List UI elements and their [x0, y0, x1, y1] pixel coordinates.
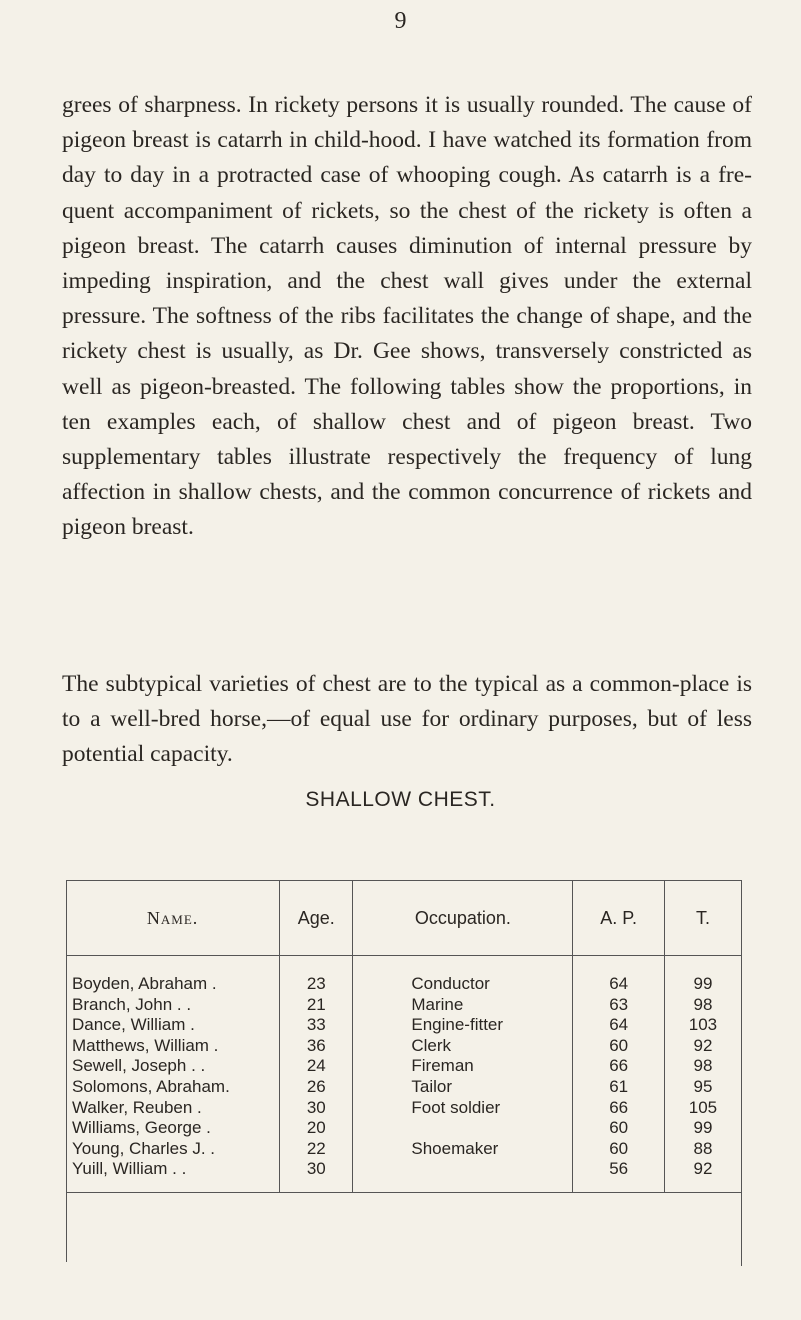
header-t: T. [664, 881, 741, 956]
body-paragraph-2: The subtypical varieties of chest are to the typical as a common-place is to a well-bred horse,—of equal use for ordinary purposes, but of less potential capacity. [62, 671, 752, 768]
table-right-rule [741, 880, 742, 1266]
cell-age: 22 [280, 1139, 353, 1160]
cell-name: Solomons, Abraham. [66, 1077, 280, 1098]
cell-ap: 66 [573, 1098, 664, 1119]
cell-occupation: Fireman [353, 1056, 573, 1077]
cell-name: Dance, William . [66, 1015, 280, 1036]
cell-t: 99 [693, 974, 713, 993]
header-name: Name. [66, 881, 280, 956]
cell-t: 98 [693, 1056, 713, 1076]
cell-t: 99 [693, 1118, 713, 1138]
table-row [66, 1015, 741, 1036]
table-row [66, 1159, 741, 1192]
cell-age: 33 [280, 1015, 353, 1036]
table-row [66, 1036, 741, 1057]
cell-ap: 60 [573, 1118, 664, 1139]
cell-age: 20 [280, 1118, 353, 1139]
cell-t: 98 [693, 994, 713, 1014]
cell-t: 103 [688, 1015, 718, 1035]
cell-ap: 61 [573, 1077, 664, 1098]
table-row [66, 1098, 741, 1119]
cell-name: Sewell, Joseph . . [66, 1056, 280, 1077]
table-row [66, 1118, 741, 1139]
cell-name: Walker, Reuben . [66, 1098, 280, 1119]
cell-ap: 60 [573, 1139, 664, 1160]
cell-occupation: Shoemaker [353, 1139, 573, 1160]
table-row [66, 1139, 741, 1160]
cell-ap: 60 [573, 1036, 664, 1057]
cell-occupation: Marine [353, 995, 573, 1016]
cell-ap: 63 [573, 995, 664, 1016]
cell-t: 95 [693, 1076, 713, 1096]
page-number: 9 [394, 8, 407, 34]
cell-occupation: Engine-fitter [353, 1015, 573, 1036]
cell-occupation: Clerk [353, 1036, 573, 1057]
cell-age: 30 [280, 1098, 353, 1119]
cell-age: 21 [280, 995, 353, 1016]
cell-name: Branch, John . . [66, 995, 280, 1016]
table-row [66, 1056, 741, 1077]
cell-age: 36 [280, 1036, 353, 1057]
cell-ap: 66 [573, 1056, 664, 1077]
cell-occupation [353, 1118, 573, 1139]
body-paragraph-1: grees of sharpness. In rickety persons it is usually rounded. The cause of pigeon breast is catarrh in child-hood. I have watched its formation from day to day in a protracted case of whooping cough. As catarrh is a fre-quent accompaniment of rickets, so the chest of the rickety is often a pigeon breast. The catarrh causes diminution of internal pressure by impeding inspiration, and the chest wall gives under the external pressure. The softness of the ribs facilitates the change of shape, and the rickety chest is usually, as Dr. Gee shows, transversely constricted as well as pigeon-breasted. The following tables show the proportions, in ten examples each, of shallow chest and of pigeon breast. Two supplementary tables illustrate respectively the frequency of lung affection in shallow chests, and the common concurrence of rickets and pigeon breast. [62, 92, 752, 541]
table-header-row [66, 881, 741, 956]
cell-occupation: Tailor [353, 1077, 573, 1098]
cell-age: 24 [280, 1056, 353, 1077]
cell-ap: 64 [573, 1015, 664, 1036]
shallow-chest-table [66, 880, 741, 1193]
table-row [66, 995, 741, 1016]
header-ap: A. P. [573, 881, 664, 956]
table-row [66, 1077, 741, 1098]
cell-age: 26 [280, 1077, 353, 1098]
cell-occupation: Foot soldier [353, 1098, 573, 1119]
cell-name: Matthews, William . [66, 1036, 280, 1057]
cell-t: 92 [693, 1035, 713, 1055]
header-age: Age. [280, 881, 353, 956]
table-title: SHALLOW CHEST. [305, 788, 496, 811]
cell-name: Yuill, William . . [66, 1159, 280, 1192]
cell-name: Williams, George . [66, 1118, 280, 1139]
cell-t: 92 [693, 1159, 713, 1179]
cell-t: 105 [688, 1097, 718, 1117]
cell-age: 23 [280, 956, 353, 995]
cell-ap: 56 [573, 1159, 664, 1192]
cell-name: Young, Charles J. . [66, 1139, 280, 1160]
cell-name: Boyden, Abraham . [66, 956, 280, 995]
cell-ap: 64 [573, 956, 664, 995]
cell-age: 30 [280, 1159, 353, 1192]
header-occupation: Occupation. [353, 881, 573, 956]
cell-occupation [353, 1159, 573, 1192]
cell-t: 88 [693, 1138, 713, 1158]
table-row [66, 956, 741, 995]
cell-occupation: Conductor [353, 956, 573, 995]
